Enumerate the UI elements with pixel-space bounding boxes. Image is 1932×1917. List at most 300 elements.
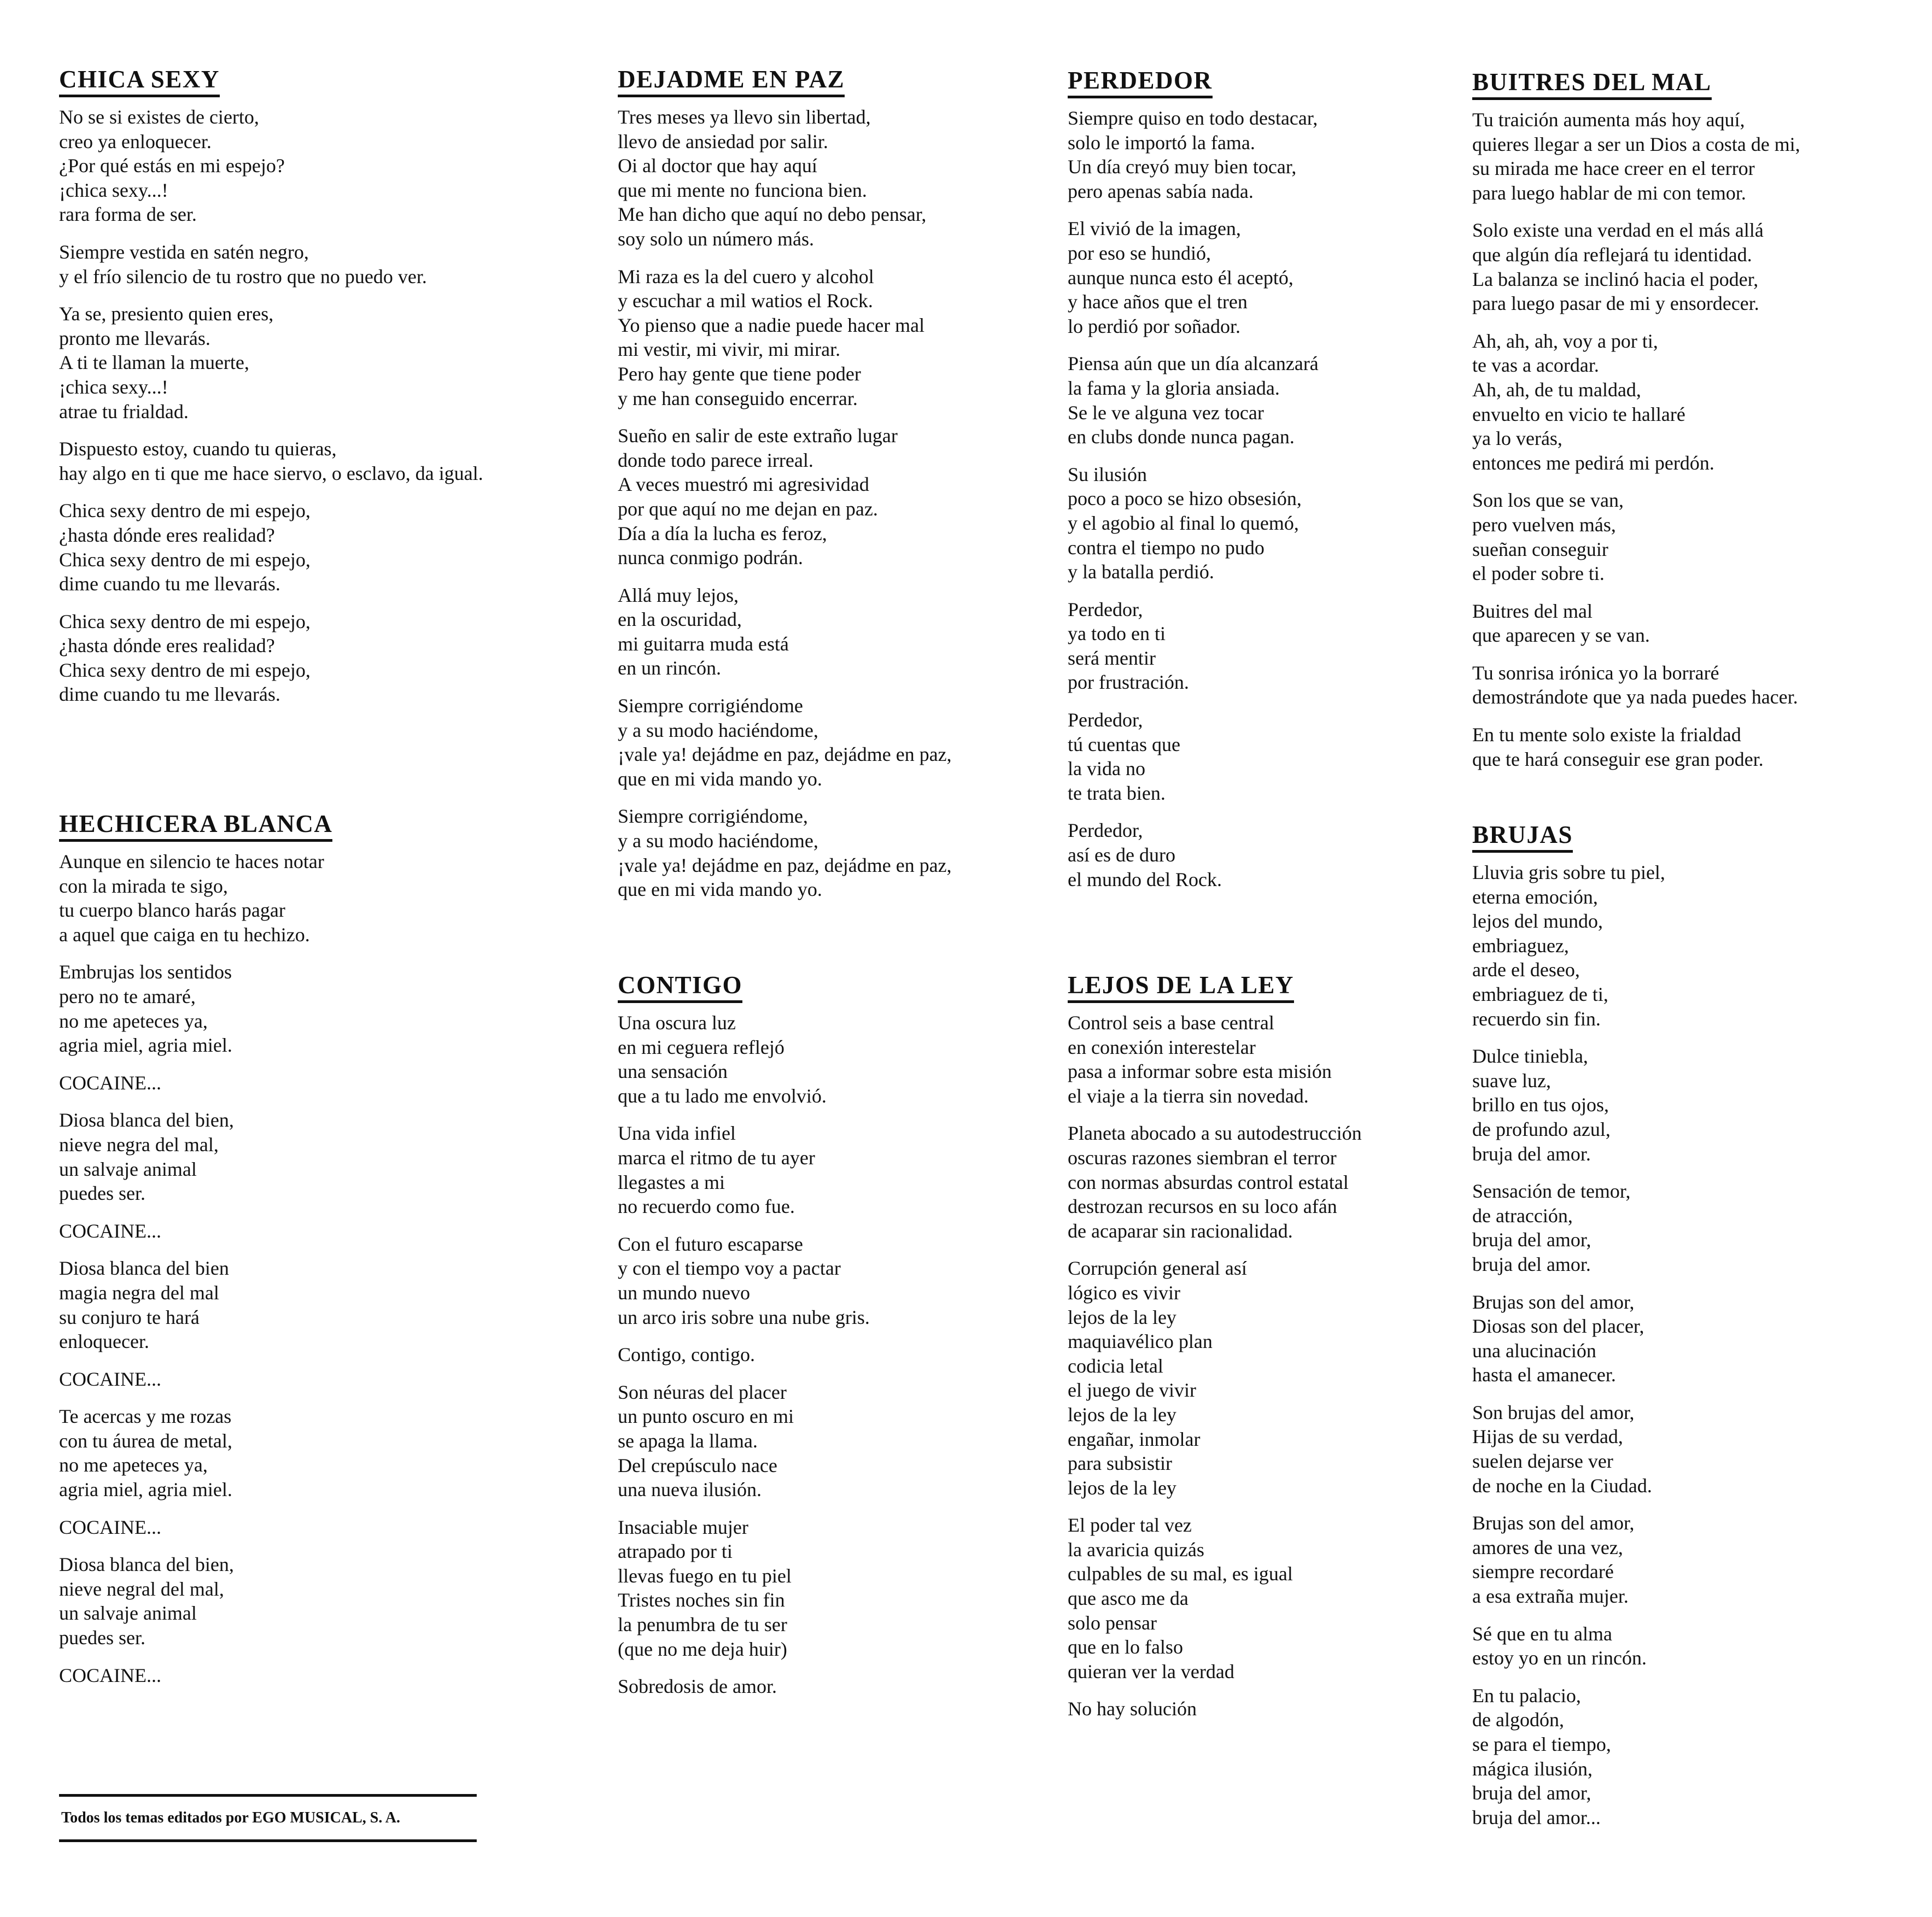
stanza [1472,1400,1910,1498]
lyric-line: bruja del amor, [1472,1229,1591,1251]
lyric-line: maquiavélico plan [1068,1330,1213,1353]
lyric-line: te trata bien. [1068,782,1166,804]
lyric-line: será mentir [1068,647,1156,669]
stanza [59,1404,611,1502]
lyric-line: Brujas son del amor, [1472,1291,1635,1313]
lyric-line: que te hará conseguir ese gran poder. [1472,748,1764,770]
lyric-line: Ya se, presiento quien eres, [59,303,274,325]
lyric-line: Sé que en tu alma [1472,1622,1612,1645]
stanza [1068,216,1461,338]
lyric-line: de noche en la Ciudad. [1472,1474,1652,1497]
stanza [59,1515,611,1540]
lyric-line: Tres meses ya llevo sin libertad, [618,106,871,128]
stanza [1472,661,1910,710]
lyric-line: destrozan recursos en su loco afán [1068,1195,1337,1218]
lyric-line: ¿hasta dónde eres realidad? [59,524,275,546]
lyric-line: en la oscuridad, [618,608,742,631]
stanza [618,583,1055,681]
lyric-line: Diosa blanca del bien [59,1257,229,1280]
lyric-line: Chica sexy dentro de mi espejo, [59,500,311,522]
lyric-line: poco a poco se hizo obsesión, [1068,488,1302,510]
lyric-line: bruja del amor. [1472,1142,1591,1165]
lyric-line: Yo pienso que a nadie puede hacer mal [618,314,925,336]
lyrics-column-1 [59,0,611,1917]
lyric-line: Diosa blanca del bien, [59,1553,234,1576]
lyric-line: eterna emoción, [1472,886,1598,908]
lyric-line: y el agobio al final lo quemó, [1068,512,1299,534]
song-brujas [1472,820,1910,1843]
lyric-line: COCAINE... [59,1071,161,1094]
lyric-line: sueñan conseguir [1472,538,1608,560]
lyric-line: Chica sexy dentro de mi espejo, [59,548,311,571]
stanza [59,240,611,289]
lyric-line: Sobredosis de amor. [618,1675,777,1698]
lyric-line: El vivió de la imagen, [1068,218,1241,240]
stanza [1472,599,1910,648]
lyric-line: su mirada me hace creer en el terror [1472,157,1755,180]
lyric-line: una sensación [618,1060,728,1083]
lyric-line: la penumbra de tu ser [618,1614,787,1636]
lyric-line: demostrándote que ya nada puedes hacer. [1472,686,1798,708]
stanza [618,1011,1055,1108]
lyric-line: suelen dejarse ver [1472,1450,1613,1473]
lyric-line: lejos del mundo, [1472,910,1603,933]
lyric-line: Buitres del mal [1472,600,1593,622]
lyric-line: con tu áurea de metal, [59,1429,232,1452]
lyric-line: Embrujas los sentidos [59,961,232,983]
lyric-line: Corrupción general así [1068,1257,1247,1280]
lyric-line: Aunque en silencio te haces notar [59,851,324,872]
lyric-line: entonces me pedirá mi perdón. [1472,452,1714,474]
lyric-line: un arco iris sobre una nube gris. [618,1306,870,1328]
lyric-line: con normas absurdas control estatal [1068,1171,1349,1193]
lyric-line: recuerdo sin fin. [1472,1007,1601,1030]
song-hechicera-blanca [59,809,611,1701]
song-title: DEJADME EN PAZ [618,65,845,97]
lyrics-column-3 [1068,0,1461,1917]
stanza [59,609,611,707]
lyric-line: Diosas son del placer, [1472,1315,1644,1338]
stanza [618,694,1055,791]
lyric-line: atrapado por ti [618,1540,733,1563]
stanza [618,1515,1055,1662]
stanza [618,1674,1055,1699]
song-chica-sexy [59,65,611,720]
lyric-line: quieran ver la verdad [1068,1660,1234,1682]
lyric-line: en mi ceguera reflejó [618,1036,784,1058]
song-lejos-de-la-ley [1068,970,1461,1734]
lyric-line: dime cuando tu me llevarás. [59,573,280,595]
stanza [59,302,611,424]
lyric-line: y me han conseguido encerrar. [618,387,858,409]
lyric-line: Brujas son del amor, [1472,1512,1635,1534]
lyric-line: magia negra del mal [59,1281,219,1304]
lyric-line: Te acercas y me rozas [59,1405,232,1428]
lyric-line: no me apeteces ya, [59,1010,208,1032]
lyric-line: una alucinación [1472,1339,1596,1362]
lyric-line: a aquel que caiga en tu hechizo. [59,923,310,946]
stanza [59,1071,611,1095]
lyric-line: no me apeteces ya, [59,1454,208,1476]
lyric-line: bruja del amor... [1472,1806,1601,1828]
lyric-line: COCAINE... [59,1368,161,1390]
lyric-line: A ti te llaman la muerte, [59,351,249,374]
stanza [1068,462,1461,584]
lyric-line: La balanza se inclinó hacia el poder, [1472,268,1759,290]
publisher-credit: Todos los temas editados por EGO MUSICAL, S. A. [59,1794,477,1842]
lyric-line: que en mi vida mando yo. [618,878,822,901]
lyric-line: nieve negra del mal, [59,1133,219,1156]
lyric-line: mi vestir, mi vivir, mi mirar. [618,338,841,361]
stanza [618,1121,1055,1218]
stanza [1472,1622,1910,1670]
lyric-line: Lluvia gris sobre tu piel, [1472,861,1665,883]
stanza [618,1232,1055,1329]
lyric-line: y la batalla perdió. [1068,561,1214,583]
lyric-line: un mundo nuevo [618,1281,750,1304]
lyric-line: de algodón, [1472,1709,1564,1731]
lyric-line: Son néuras del placer [618,1381,787,1403]
song-dejadme-en-paz [618,65,1055,915]
lyric-line: En tu palacio, [1472,1684,1581,1707]
lyric-line: enloquecer. [59,1330,149,1353]
stanza [1472,1511,1910,1608]
lyric-line: suave luz, [1472,1069,1551,1092]
lyric-line: para luego pasar de mi y ensordecer. [1472,292,1759,315]
lyric-line: que aparecen y se van. [1472,624,1650,647]
lyric-line: un salvaje animal [59,1158,197,1180]
song-perdedor [1068,66,1461,905]
lyric-line: Son brujas del amor, [1472,1401,1635,1423]
stanza [1472,1044,1910,1166]
lyric-line: de profundo azul, [1472,1118,1611,1140]
lyric-line: ¡chica sexy...! [59,376,168,398]
lyric-line: pasa a informar sobre esta misión [1068,1060,1332,1083]
lyric-line: Control seis a base central [1068,1012,1274,1034]
stanza [618,424,1055,570]
lyric-line: marca el ritmo de tu ayer [618,1146,815,1169]
lyric-line: que mi mente no funciona bien. [618,179,867,201]
lyric-line: Allá muy lejos, [618,584,739,606]
lyric-line: Son los que se van, [1472,489,1624,512]
song-contigo [618,970,1055,1712]
stanza [59,437,611,485]
lyric-line: para subsistir [1068,1452,1172,1475]
lyric-line: COCAINE... [59,1220,161,1242]
lyric-line: Se le ve alguna vez tocar [1068,401,1264,424]
lyric-line: solo pensar [1068,1611,1157,1634]
lyric-line: amores de una vez, [1472,1536,1623,1558]
lyric-line: Contigo, contigo. [618,1344,755,1366]
lyric-line: tu cuerpo blanco harás pagar [59,899,285,922]
lyric-line: en un rincón. [618,657,721,679]
stanza [59,1108,611,1205]
lyric-line: y a su modo haciéndome, [618,719,818,741]
lyric-line: donde todo parece irreal. [618,449,813,471]
lyric-line: con la mirada te sigo, [59,875,228,897]
stanza [1068,351,1461,449]
lyric-line: Un día creyó muy bien tocar, [1068,156,1297,178]
lyric-line: El poder tal vez [1068,1514,1192,1537]
lyric-line: solo le importó la fama. [1068,131,1255,154]
stanza [1068,708,1461,805]
song-title: BRUJAS [1472,820,1573,853]
lyric-line: quieres llegar a ser un Dios a costa de mi, [1472,133,1800,155]
lyric-line: de acaparar sin racionalidad. [1068,1220,1293,1242]
stanza [1068,1513,1461,1684]
stanza [1068,1011,1461,1108]
lyric-line: de atracción, [1472,1204,1573,1227]
lyric-line: el poder sobre ti. [1472,562,1605,585]
lyric-line: la vida no [1068,758,1145,780]
lyric-line: codicia letal [1068,1355,1163,1377]
lyric-line: No se si existes de cierto, [59,106,259,128]
stanza [1068,818,1461,892]
lyric-line: Solo existe una verdad en el más allá [1472,219,1764,242]
stanza [59,960,611,1057]
lyric-line: bruja del amor. [1472,1253,1591,1275]
stanza [59,1367,611,1392]
lyric-line: puedes ser. [59,1182,145,1205]
stanza [1472,723,1910,771]
lyric-line: creo ya enloquecer. [59,130,212,153]
lyric-line: No hay solución [1068,1698,1197,1720]
lyric-line: dime cuando tu me llevarás. [59,683,280,706]
lyric-line: Chica sexy dentro de mi espejo, [59,659,311,681]
lyric-line: estoy yo en un rincón. [1472,1647,1647,1669]
lyric-line: Pero hay gente que tiene poder [618,362,861,385]
stanza [1472,1179,1910,1276]
stanza [59,1552,611,1650]
lyric-line: el mundo del Rock. [1068,868,1222,890]
lyric-line: nunca conmigo podrán. [618,547,803,569]
stanza [1472,1290,1910,1387]
stanza [618,105,1055,251]
lyric-line: lejos de la ley [1068,1476,1176,1499]
lyric-line: Sueño en salir de este extraño lugar [618,425,898,447]
lyric-line: que en lo falso [1068,1636,1183,1658]
lyric-line: Diosa blanca del bien, [59,1109,234,1132]
lyric-line: culpables de su mal, es igual [1068,1563,1293,1585]
stanza [1472,488,1910,585]
lyric-line: soy solo un número más. [618,227,814,250]
song-title: PERDEDOR [1068,66,1213,98]
lyric-line: oscuras razones siembran el terror [1068,1146,1337,1169]
lyric-line: el viaje a la tierra sin novedad. [1068,1084,1309,1107]
lyric-line: Me han dicho que aquí no debo pensar, [618,203,927,226]
lyric-line: lejos de la ley [1068,1306,1176,1328]
lyric-line: pero apenas sabía nada. [1068,180,1254,202]
lyric-line: ¡chica sexy...! [59,179,168,201]
lyric-line: Dispuesto estoy, cuando tu quieras, [59,438,337,460]
lyric-line: un punto oscuro en mi [618,1405,794,1428]
song-title: CHICA SEXY [59,65,220,97]
stanza [1068,1256,1461,1500]
stanza [1472,329,1910,476]
lyric-line: Su ilusión [1068,463,1148,485]
lyric-line: no recuerdo como fue. [618,1195,795,1218]
lyric-line: Mi raza es la del cuero y alcohol [618,265,874,288]
lyric-line: engañar, inmolar [1068,1428,1201,1450]
lyric-line: que en mi vida mando yo. [618,767,822,790]
lyric-line: ya todo en ti [1068,623,1166,645]
lyric-line: llevo de ansiedad por salir. [618,130,828,153]
lyric-line: Tu traición aumenta más hoy aquí, [1472,109,1745,131]
lyric-line: y hace años que el tren [1068,291,1248,313]
lyric-line: se apaga la llama. [618,1429,758,1452]
stanza [59,499,611,596]
lyric-line: pronto me llevarás. [59,327,210,349]
lyric-line: A veces muestró mi agresividad [618,473,869,496]
lyric-line: Oi al doctor que hay aquí [618,155,817,177]
lyric-line: te vas a acordar. [1472,354,1599,377]
lyric-line: Perdedor, [1068,598,1143,620]
stanza [1068,1121,1461,1243]
lyric-line: por frustración. [1068,671,1189,694]
stanza [618,265,1055,411]
lyric-line: lo perdió por soñador. [1068,315,1240,337]
lyric-line: y el frío silencio de tu rostro que no puedo ver. [59,265,427,288]
stanza [59,1219,611,1244]
lyric-line: su conjuro te hará [59,1306,200,1328]
lyric-line: atrae tu frialdad. [59,400,189,423]
lyric-line: COCAINE... [59,1664,161,1686]
lyric-line: para luego hablar de mi con temor. [1472,181,1746,204]
lyrics-column-4 [1472,0,1910,1917]
lyric-line: Ah, ah, de tu maldad, [1472,378,1641,401]
lyric-line: una nueva ilusión. [618,1479,762,1501]
lyric-line: agria miel, agria miel. [59,1479,232,1501]
lyric-line: Sensación de temor, [1472,1180,1631,1203]
song-title: BUITRES DEL MAL [1472,67,1712,100]
lyric-line: siempre recordaré [1472,1561,1614,1583]
lyrics-column-2 [618,0,1055,1917]
lyric-line: en conexión interestelar [1068,1036,1256,1058]
lyric-line: Planeta abocado a su autodestrucción [1068,1122,1362,1145]
song-title: HECHICERA BLANCA [59,809,332,842]
stanza [1472,108,1910,205]
lyric-line: Tristes noches sin fin [618,1589,785,1611]
stanza [59,1663,611,1688]
lyric-line: que a tu lado me envolvió. [618,1084,827,1107]
lyric-line: Con el futuro escaparse [618,1233,803,1255]
song-title: LEJOS DE LA LEY [1068,970,1294,1003]
lyric-line: pero vuelven más, [1472,513,1616,536]
lyric-line: rara forma de ser. [59,203,197,226]
lyric-line: mágica ilusión, [1472,1757,1593,1780]
lyric-line: Chica sexy dentro de mi espejo, [59,610,311,632]
lyric-line: Piensa aún que un día alcanzará [1068,353,1319,375]
stanza [1472,860,1910,1031]
stanza [1472,1684,1910,1830]
lyric-line: Perdedor, [1068,819,1143,842]
lyric-line: lógico es vivir [1068,1281,1180,1304]
lyric-line: envuelto en vicio te hallaré [1472,403,1685,425]
lyric-line: Hijas de su verdad, [1472,1426,1623,1448]
stanza [618,1343,1055,1367]
lyric-line: agria miel, agria miel. [59,1034,232,1057]
lyric-line: Día a día la lucha es feroz, [618,522,827,544]
lyric-line: por eso se hundió, [1068,242,1211,264]
lyric-line: bruja del amor, [1472,1782,1591,1804]
lyric-line: Una oscura luz [618,1012,736,1034]
lyric-line: que asco me da [1068,1587,1189,1610]
lyric-line: Una vida infiel [618,1122,736,1145]
lyric-line: un salvaje animal [59,1602,197,1625]
lyric-line: Perdedor, [1068,709,1143,731]
lyric-line: ¿Por qué estás en mi espejo? [59,155,285,177]
lyric-line: ya lo verás, [1472,427,1562,450]
lyric-line: brillo en tus ojos, [1472,1094,1609,1116]
lyric-line: Ah, ah, ah, voy a por ti, [1472,330,1658,352]
lyric-line: ¡vale ya! dejádme en paz, dejádme en paz, [618,854,952,876]
lyric-line: puedes ser. [59,1627,145,1649]
lyric-line: ¿hasta dónde eres realidad? [59,635,275,657]
lyric-line: En tu mente solo existe la frialdad [1472,724,1741,746]
lyric-line: Insaciable mujer [618,1516,748,1538]
stanza [618,804,1055,901]
lyric-line: Dulce tiniebla, [1472,1045,1588,1068]
lyric-line: que algún día reflejará tu identidad. [1472,243,1752,266]
lyric-line: contra el tiempo no pudo [1068,536,1264,559]
lyric-line: nieve negral del mal, [59,1578,224,1600]
lyric-line: en clubs donde nunca pagan. [1068,426,1295,448]
lyric-line: Tu sonrisa irónica yo la borraré [1472,661,1719,684]
lyric-line: la fama y la gloria ansiada. [1068,377,1280,399]
lyric-line: embriaguez de ti, [1472,983,1608,1005]
lyric-line: aunque nunca esto él aceptó, [1068,266,1293,289]
lyric-line: Siempre quiso en todo destacar, [1068,107,1318,129]
lyric-line: hay algo en ti que me hace siervo, o esclavo, da igual. [59,462,483,484]
lyric-line: y con el tiempo voy a pactar [618,1257,841,1280]
lyric-line: embriaguez, [1472,934,1569,957]
stanza [1472,218,1910,315]
lyric-line: Siempre corrigiéndome, [618,805,808,828]
lyric-line: arde el deseo, [1472,959,1580,981]
stanza [1068,597,1461,695]
lyric-line: ¡vale ya! dejádme en paz, dejádme en paz, [618,743,952,766]
lyric-line: Siempre corrigiéndome [618,695,803,717]
lyric-line: pero no te amaré, [59,985,196,1007]
lyric-line: la avaricia quizás [1068,1538,1204,1561]
lyric-line: llevas fuego en tu piel [618,1564,792,1587]
stanza [59,105,611,227]
lyric-line: por que aquí no me dejan en paz. [618,497,878,520]
lyric-line: mi guitarra muda está [618,632,789,655]
lyric-line: y escuchar a mil watios el Rock. [618,290,873,312]
lyric-line: a esa extraña mujer. [1472,1585,1629,1608]
lyric-line: tú cuentas que [1068,733,1180,755]
lyric-line: (que no me deja huir) [618,1638,787,1660]
song-title: CONTIGO [618,970,742,1003]
lyric-line: Siempre vestida en satén negro, [59,241,309,263]
lyric-line: lejos de la ley [1068,1403,1176,1426]
stanza [59,1256,611,1353]
lyric-line: llegastes a mi [618,1171,725,1193]
lyric-line: y a su modo haciéndome, [618,830,818,852]
lyric-line: se para el tiempo, [1472,1733,1611,1755]
stanza [618,1380,1055,1502]
stanza [1068,1697,1461,1721]
lyric-line: Del crepúsculo nace [618,1454,777,1476]
stanza [1068,106,1461,203]
lyric-line: el juego de vivir [1068,1379,1196,1402]
lyric-line: hasta el amanecer. [1472,1364,1616,1386]
lyric-line: COCAINE... [59,1516,161,1538]
song-buitres-del-mal [1472,67,1910,784]
stanza [59,849,611,947]
lyric-line: así es de duro [1068,844,1175,866]
